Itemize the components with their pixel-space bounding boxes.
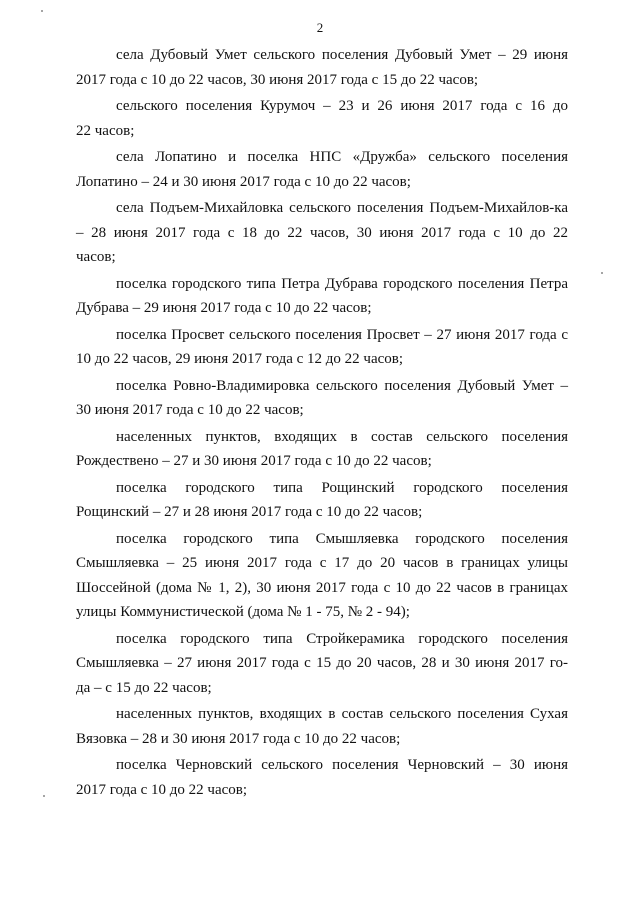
paragraph-smyshlyaevka: поселка городского типа Смышляевка городского поселения Смышляевка – 25 июня 2017 года с 17 до 20 часов в границах улицы Шоссейной (дома № 1, 2), 30 июня 2017 года с 10 до 22 часов в границах улицы Коммунистической (дома № 1 - 75, № 2 - 94); [76, 530, 568, 620]
paragraph-podyem-mikhaylovka: села Подъем-Михайловка сельского поселения Подъем-Михайлов-ка – 28 июня 2017 года с 18 до 22 часов, 30 июня 2017 года с 10 до 22 часов; [76, 200, 568, 265]
paragraph-prosvet: поселка Просвет сельского поселения Просвет – 27 июня 2017 года с 10 до 22 часов, 29 июня 2017 года с 12 до 22 часов; [76, 326, 568, 367]
paragraph-petra-dubrava: поселка городского типа Петра Дубрава городского поселения Петра Дубрава – 29 июня 2017 года с 10 до 22 часов; [76, 275, 568, 316]
scan-speck [41, 10, 43, 12]
paragraph-lopatino: села Лопатино и поселка НПС «Дружба» сельского поселения Лопатино – 24 и 30 июня 2017 года с 10 до 22 часов; [76, 149, 568, 190]
paragraph-rovno-vladimirovka: поселка Ровно-Владимировка сельского поселения Дубовый Умет – 30 июня 2017 года с 10 до 22 часов; [76, 377, 568, 418]
paragraph-sukhaya-vyazovka: населенных пунктов, входящих в состав сельского поселения Сухая Вязовка – 28 и 30 июня 2017 года с 10 до 22 часов; [76, 706, 568, 747]
paragraph-roshchinsky: поселка городского типа Рощинский городского поселения Рощинский – 27 и 28 июня 2017 года с 10 до 22 часов; [76, 479, 568, 520]
scan-speck [601, 272, 603, 274]
scan-speck [43, 795, 45, 797]
paragraph-kurumoch: сельского поселения Курумоч – 23 и 26 июня 2017 года с 16 до 22 часов; [76, 98, 568, 139]
paragraph-stroykeramika: поселка городского типа Стройкерамика городского поселения Смышляевка – 27 июня 2017 года с 15 до 20 часов, 28 и 30 июня 2017 го- да – с 15 до 22 часов; [76, 630, 568, 696]
document-body [76, 43, 568, 804]
paragraph-dubovy-umet: села Дубовый Умет сельского поселения Дубовый Умет – 29 июня 2017 года с 10 до 22 часов, 30 июня 2017 года с 15 до 22 часов; [76, 47, 568, 88]
paragraph-chernovsky: поселка Черновский сельского поселения Черновский – 30 июня 2017 года с 10 до 22 часов; [76, 757, 568, 798]
page-number: 2 [316, 20, 324, 35]
paragraph-rozhdestveno: населенных пунктов, входящих в состав сельского поселения Рождествено – 27 и 30 июня 2017 года с 10 до 22 часов; [76, 428, 568, 469]
